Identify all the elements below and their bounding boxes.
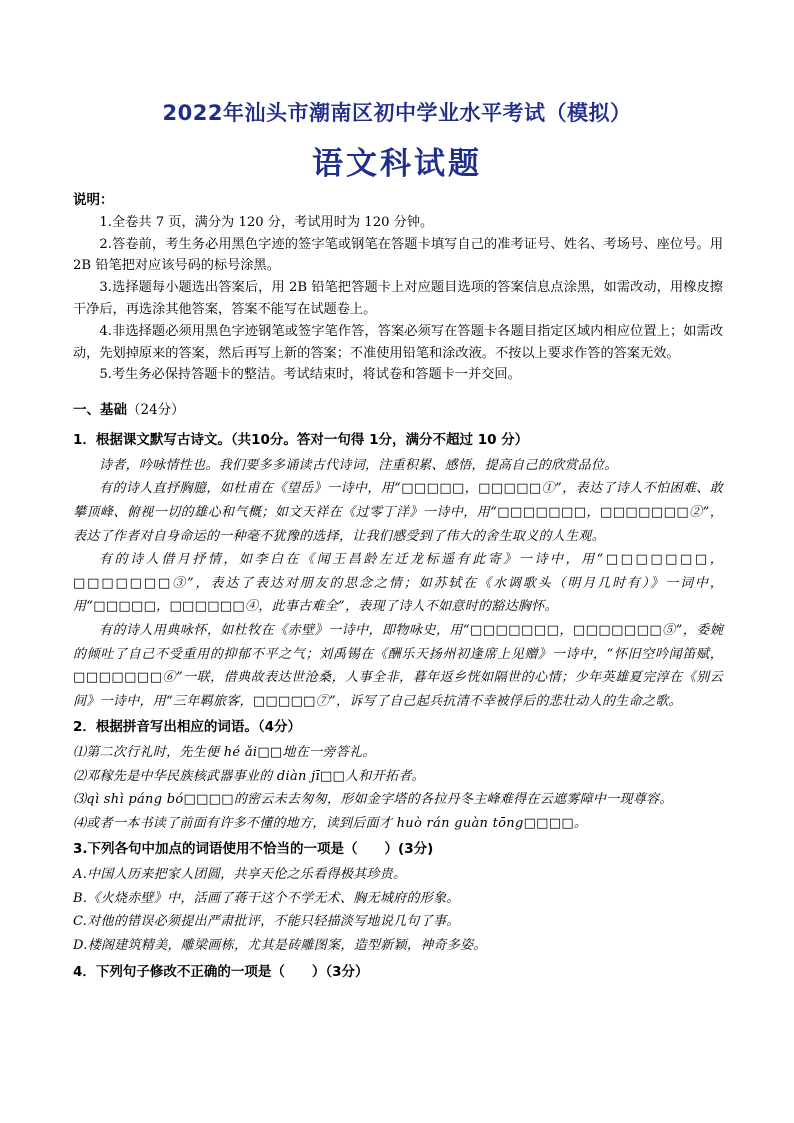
section-title: 一、基础	[73, 402, 127, 419]
q1-paragraph: 有的诗人用典咏怀，如杜牧在《赤壁》一诗中，即物咏史，用“□□□□□□□，□□□□□□□⑤”，委婉的倾吐了自己不受重用的抑郁不平之气；刘禹锡在《酬乐天扬州初逢席上见赠》一诗中，“怀旧空吟闻笛赋，□□□□□□□⑥”一联，借典故表达世沧桑，人事全非，暮年返乡恍如隔世的心情；少年英雄夏完淳在《别云间》一诗中，用“三年羁旅客，□□□□□⑦”，诉写了自己起兵抗清不幸被俘后的悲壮动人的生命之歌。	[73, 622, 723, 709]
question-3-options	[73, 863, 723, 957]
q3-option-d: D.楼阁建筑精美，雕梁画栋，尤其是砖雕图案，造型新颖，神奇多姿。	[73, 938, 487, 954]
question-3-heading: 3.下列各句中加点的词语使用不恰当的一项是（ ）(3分)	[73, 841, 434, 858]
q3-option-a: A.中国人历来把家人团圆，共享天伦之乐看得极其珍贵。	[73, 867, 407, 883]
instruction-item: 1.全卷共 7 页，满分为 120 分，考试用时为 120 分钟。	[99, 214, 434, 230]
question-1-text	[73, 454, 723, 714]
q2-item: ⑷或者一本书读了前面有许多不懂的地方，读到后面才 huò rán guàn tōng□□□□。	[73, 815, 588, 831]
q2-item: ⑵邓稼先是中华民族核武器事业的 diàn jī□□人和开拓者。	[73, 768, 425, 784]
instruction-item: 3.选择题每小题选出答案后，用 2B 铅笔把答题卡上对应题目选项的答案信息点涂黑，如需改动，用橡皮擦干净后，再选涂其他答案，答案不能写在试题卷上。	[73, 280, 723, 317]
subject-title: 语文科试题	[312, 146, 482, 182]
section-points: （24分）	[127, 402, 185, 419]
question-2-heading: 2．根据拼音写出相应的词语。（4分）	[73, 719, 302, 736]
q2-item: ⑶qì shì páng bó□□□□的密云未去匆匆，形如金字塔的各拉丹冬主峰难得在云遮雾障中一现尊容。	[73, 792, 673, 808]
exam-title: 2022年汕头市潮南区初中学业水平考试（模拟）	[162, 101, 632, 125]
q3-option-b: B.《火烧赤壁》中，活画了蒋干这个不学无术、胸无城府的形象。	[73, 890, 460, 906]
instruction-item: 2.答卷前，考生务必用黑色字迹的签字笔或钢笔在答题卡填写自己的准考证号、姓名、考场号、座位号。用 2B 铅笔把对应该号码的标号涂黑。	[73, 236, 723, 274]
q1-paragraph: 有的诗人借月抒情，如李白在《闻王昌龄左迁龙标遥有此寄》一诗中，用“□□□□□□□，□□□□□□□③”，表达了表达对朋友的思念之情；如苏轼在《水调歌头（明月几时有）》一词中，用“□□□□□，□□□□□□④，此事古难全”，表现了诗人不如意时的豁达胸怀。	[73, 552, 723, 615]
instruction-item: 5.考生务必保持答题卡的整洁。考试结束时，将试卷和答题卡一并交回。	[99, 367, 521, 383]
question-1-heading: 1．根据课文默写古诗文。（共10分。答对一句得 1分，满分不超过 10 分）	[73, 431, 529, 448]
question-4-heading: 4．下列句子修改不正确的一项是（ ）（3分）	[73, 963, 369, 980]
q3-option-c: C.对他的错误必须提出严肃批评，不能只轻描淡写地说几句了事。	[73, 914, 460, 930]
instructions-label: 说明：	[73, 192, 114, 208]
q1-paragraph: 诗者，吟咏情性也。我们要多多诵读古代诗词，注重积累、感悟，提高自己的欣赏品位。	[99, 457, 618, 473]
exam-body	[73, 190, 723, 985]
q2-item: ⑴第二次行礼时，先生便 hé ǎi□□地在一旁答礼。	[73, 745, 376, 761]
q1-paragraph: 有的诗人直抒胸臆，如杜甫在《望岳》一诗中，用“□□□□□，□□□□□①”，表达了诗人不怕困难、敢攀顶峰、俯视一切的雄心和气概；如文天祥在《过零丁洋》一诗中，用“□□□□□□□，□□□□□□□②”，表达了作者对自身命运的一种毫不犹豫的选择，让我们感受到了伟大的舍生取义的人生观。	[73, 481, 723, 544]
question-2-items	[73, 741, 723, 835]
instruction-item: 4.非选择题必须用黑色字迹钢笔或签字笔作答，答案必须写在答题卡各题目指定区域内相应位置上；如需改动，先划掉原来的答案，然后再写上新的答案；不准使用铅笔和涂改液。不按以上要求作答的答案无效。	[73, 323, 723, 361]
section-heading	[73, 400, 723, 422]
